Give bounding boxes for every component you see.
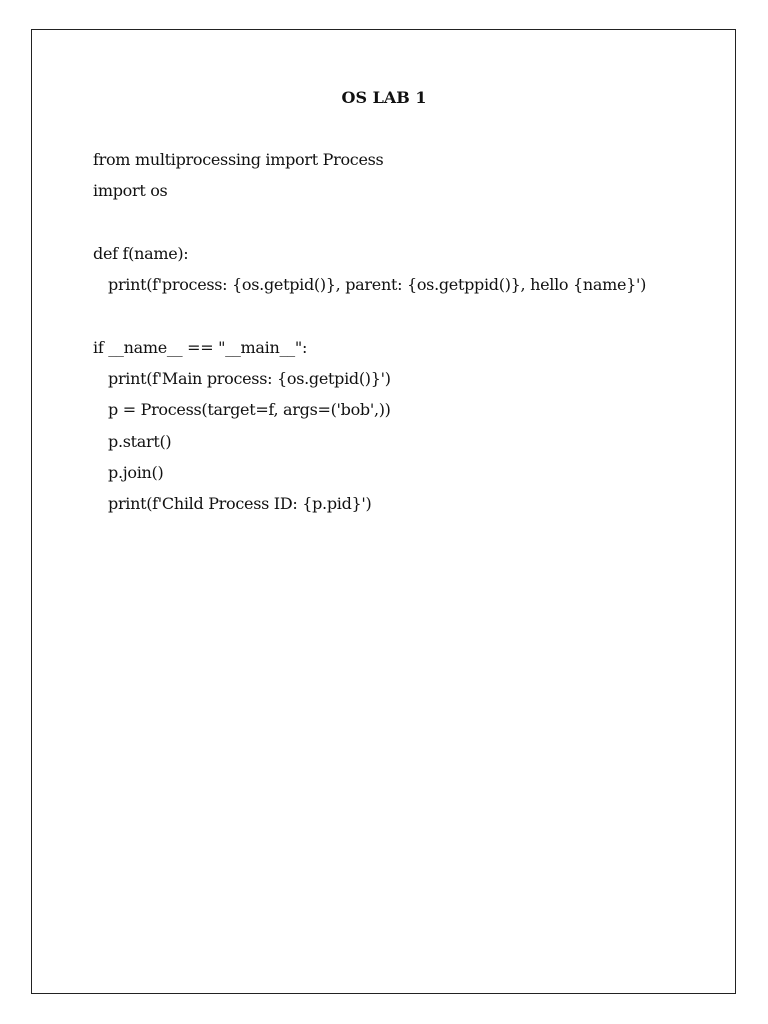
code-line-start: p.start()	[108, 431, 172, 451]
code-line-import-os: import os	[93, 181, 168, 201]
code-line-join: p.join()	[108, 462, 164, 482]
code-line-print-main-process: print(f'Main process: {os.getpid()}')	[108, 369, 391, 389]
code-line-import-process: from multiprocessing import Process	[93, 150, 384, 169]
code-line-if-main: if __name__ == "__main__":	[93, 337, 308, 357]
code-line-blank	[93, 304, 713, 335]
code-line-blank	[93, 211, 713, 242]
code-line-def-f: def f(name):	[93, 243, 189, 263]
code-block	[93, 148, 713, 524]
code-line-print-process: print(f'process: {os.getpid()}, parent: {os.getppid()}, hello {name}')	[108, 275, 647, 295]
code-line-create-process: p = Process(target=f, args=('bob',))	[108, 400, 391, 420]
document-title: OS LAB 1	[341, 88, 427, 107]
code-line-print-child-pid: print(f'Child Process ID: {p.pid}')	[108, 494, 372, 514]
